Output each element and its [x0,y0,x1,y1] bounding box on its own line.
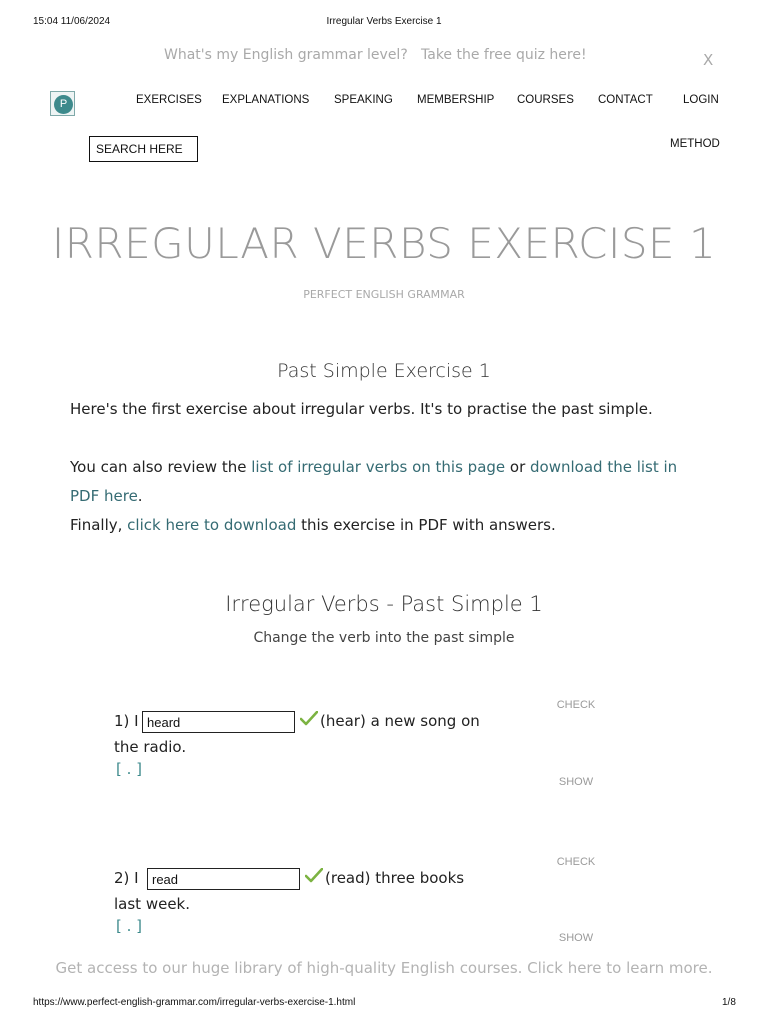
question-text-continued: last week. [114,895,191,913]
answer-reveal: [ . ] [116,760,143,778]
finally-suffix: this exercise in PDF with answers. [296,516,556,534]
question-number: 2) I [114,869,139,887]
checkmark-icon [300,711,318,727]
review-paragraph [70,453,700,511]
page-subtitle: PERFECT ENGLISH GRAMMAR [303,288,465,301]
intro-text: Here's the first exercise about irregular verbs. It's to practise the past simple. [70,400,653,418]
page-url: https://www.perfect-english-grammar.com/irregular-verbs-exercise-1.html [33,997,356,1008]
irregular-verbs-list-link[interactable]: list of irregular verbs on this page [251,458,506,476]
finally-prefix: Finally, [70,516,128,534]
nav-membership[interactable]: MEMBERSHIP [417,94,495,106]
exercise-title: Irregular Verbs - Past Simple 1 [225,592,543,616]
question-text: (read) three books [325,869,465,887]
print-datetime: 15:04 11/06/2024 [33,16,111,27]
nav-explanations[interactable]: EXPLANATIONS [222,94,310,106]
checkmark-icon [305,868,323,884]
promo-quiz-link[interactable]: Take the free quiz here! [421,47,587,63]
question-text: (hear) a new song on [320,712,480,730]
answer-input[interactable]: read [147,868,300,890]
promo-bar [0,47,768,67]
nav-method[interactable]: METHOD [670,138,720,150]
courses-promo-link[interactable]: Get access to our huge library of high-quality English courses. Click here to learn more. [55,959,713,977]
review-end: . [137,487,143,505]
check-button[interactable]: CHECK [556,699,596,711]
check-button[interactable]: CHECK [556,856,596,868]
intro-paragraph [70,395,700,424]
print-title: Irregular Verbs Exercise 1 [326,16,442,27]
page-title: IRREGULAR VERBS EXERCISE 1 [51,219,717,268]
nav-courses[interactable]: COURSES [517,94,574,106]
nav-login[interactable]: LOGIN [683,94,719,106]
nav-contact[interactable]: CONTACT [598,94,653,106]
logo-letter: P [54,95,73,114]
close-icon[interactable]: X [703,51,714,69]
section-heading: Past Simple Exercise 1 [277,360,491,382]
nav-exercises[interactable]: EXERCISES [136,94,202,106]
print-header [0,16,768,30]
download-exercise-link[interactable]: click here to download [127,516,297,534]
review-prefix: You can also review the [70,458,252,476]
question-text-continued: the radio. [114,738,187,756]
search-input[interactable]: SEARCH HERE [89,136,198,162]
answer-input[interactable]: heard [142,711,295,733]
download-list-link[interactable]: download the list in PDF here [70,458,678,505]
review-or: or [505,458,531,476]
nav-speaking[interactable]: SPEAKING [334,94,393,106]
question-number: 1) I [114,712,139,730]
show-button[interactable]: SHOW [558,932,594,944]
download-paragraph [70,511,700,540]
answer-reveal: [ . ] [116,917,143,935]
exercise-instruction: Change the verb into the past simple [253,630,515,646]
show-button[interactable]: SHOW [558,776,594,788]
promo-question-link[interactable]: What's my English grammar level? [164,47,408,63]
page-number: 1/8 [722,997,736,1008]
main-nav [0,94,768,110]
